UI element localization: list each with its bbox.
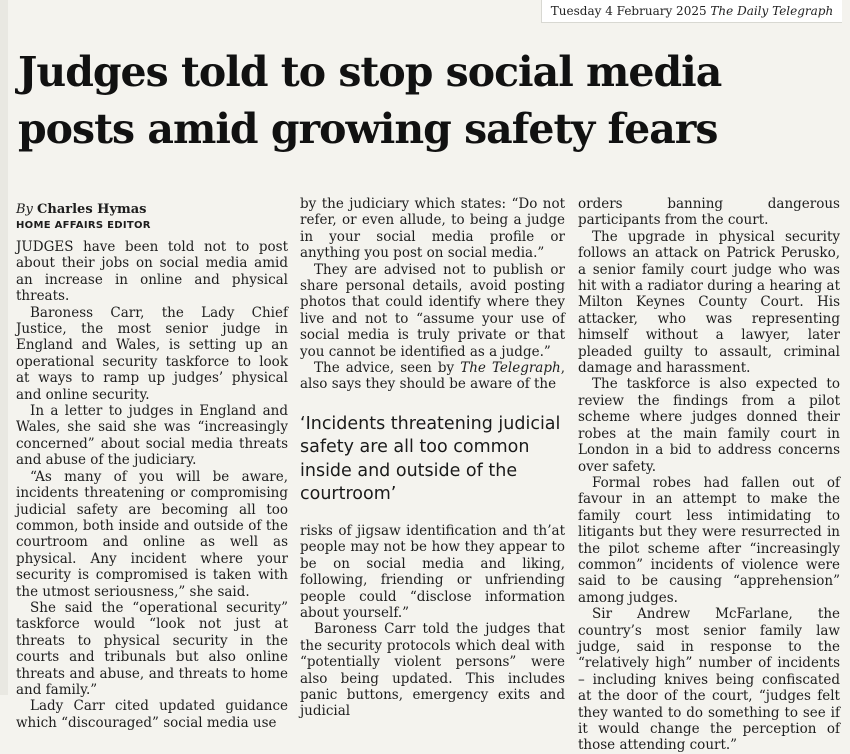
article-column-1 — [16, 202, 288, 731]
headline-line-2: posts amid growing safety fears — [18, 105, 718, 153]
article-column-2 — [300, 196, 565, 720]
byline — [16, 202, 288, 234]
paragraph: Formal robes had fallen out of favour in an attempt to make the family court less intimidating to litigants but they were resurrected in the pilot scheme after “increasingly common” incidents of violence were said to be causing “apprehension” among judges. — [578, 474, 840, 606]
paragraph-text: The advice, seen by — [314, 360, 455, 377]
dateline — [541, 0, 842, 23]
paragraph-text: , also says they should be aware of the — [300, 360, 565, 393]
paragraph: “As many of you will be aware, incidents threatening or compromising judicial safety are becoming all too common, both inside and outside of the courtroom and online as well as physical. Any incident where your security is compromised is taken with the utmost seriousness,” she said. — [16, 468, 288, 600]
paragraph: She said the “operational security” taskforce would “look not just at threats to physical security in the courts and tribunals but also online threats and abuse, and threats to home and family.” — [16, 599, 288, 698]
paragraph: risks of jigsaw identification and th’at people may not be how they appear to be on social media and liking, following, friending or unfriending people could “disclose information about yourself.” — [300, 522, 565, 621]
byline-role: HOME AFFAIRS EDITOR — [16, 220, 151, 231]
page-edge-shadow — [0, 0, 8, 695]
byline-by: By — [16, 202, 33, 217]
paragraph: The taskforce is also expected to review the findings from a pilot scheme where judges donned their robes at the main family court in London in a bid to address concerns over safety. — [578, 376, 840, 475]
paragraph: They are advised not to publish or share personal details, avoid posting photos that could identify where they live and not to “assume your use of social media is truly private or that you cannot be identified as a judge.” — [300, 261, 565, 360]
paragraph: The upgrade in physical security follows an attack on Patrick Perusko, a senior family court judge who was hit with a radiator during a hearing at Milton Keynes County Court. His attacker, who was representing himself without a lawyer, later pleaded guilty to assault, criminal damage and harassment. — [578, 228, 840, 377]
headline — [18, 44, 838, 158]
byline-author: Charles Hymas — [37, 202, 147, 217]
publication-name: The Telegraph — [460, 360, 561, 377]
paragraph — [300, 360, 565, 393]
dateline-date: Tuesday 4 February 2025 — [550, 4, 707, 18]
paragraph: orders banning dangerous participants from the court. — [578, 196, 840, 229]
paragraph: Baroness Carr told the judges that the security protocols which deal with “potentially violent persons” were also being updated. This includes panic buttons, emergency exits and judicial — [300, 621, 565, 720]
paragraph: JUDGES have been told not to post about their jobs on social media amid an increase in online and physical threats. — [16, 239, 288, 305]
article-column-3 — [578, 196, 840, 754]
dateline-paper: The Daily Telegraph — [710, 4, 834, 18]
paragraph: Sir Andrew McFarlane, the country’s most senior family law judge, said in response to the “relatively high” number of incidents – including knives being confiscated at the door of the court, “judges felt they wanted to do something to see if it would change the perception of those attending court.” — [578, 606, 840, 754]
paragraph: In a letter to judges in England and Wales, she said she was “increasingly concerned” about social media threats and abuse of the judiciary. — [16, 403, 288, 469]
paragraph: by the judiciary which states: “Do not refer, or even allude, to being a judge in your social media profile or anything you post on social media.” — [300, 196, 565, 262]
headline-line-1: Judges told to stop social media — [18, 48, 722, 96]
paragraph: Lady Carr cited updated guidance which “discouraged” social media use — [16, 698, 288, 731]
pull-quote: ‘Incidents threatening judicial safety are all too common inside and outside of the courtroom’ — [300, 413, 561, 505]
paragraph: Baroness Carr, the Lady Chief Justice, the most senior judge in England and Wales, is setting up an operational security taskforce to look at ways to ramp up judges’ physical and online security. — [16, 304, 288, 403]
